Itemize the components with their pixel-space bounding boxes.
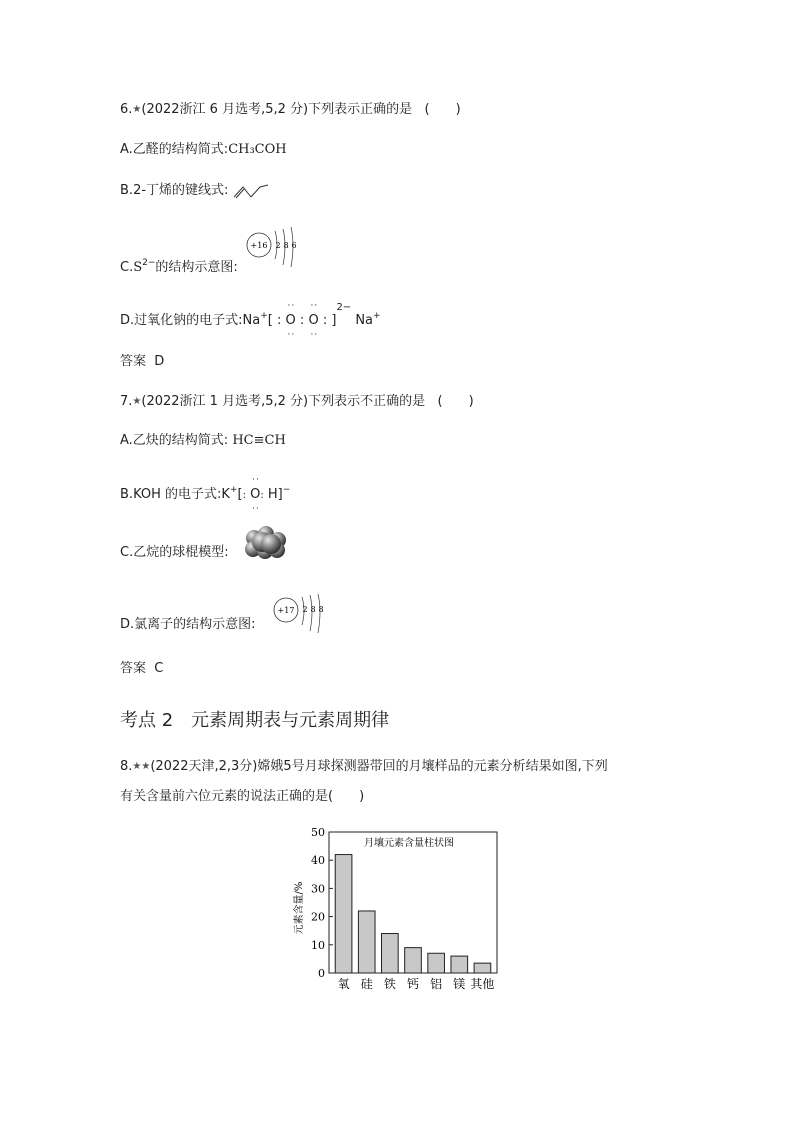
colon-3: : [322,313,328,328]
na-right: Na [355,313,374,328]
k-ion: K [221,487,230,502]
q8-stem-line-1 [120,758,608,776]
q6-stem-text: 下列表示正确的是 [308,102,413,117]
q8-stem-line-2: 有关含量前六位元素的说法正确的是( ) [120,789,365,804]
cl-shell-2: 8 [310,605,316,614]
q8-number: 8. [120,759,133,774]
q7-option-d [120,616,256,634]
x-category-label: 铁 [383,977,396,991]
s-shell-2: 8 [283,241,289,250]
q6-option-c-ion-charge: 2− [142,258,156,268]
q7-option-c-label: C. [120,545,134,560]
bar-1 [335,855,352,973]
q7-option-b-text: KOH 的电子式: [133,487,222,502]
q6-option-a [120,141,287,159]
q6-option-c-text: 的结构示意图: [155,260,238,275]
q7-answer-value: C [154,661,164,676]
s-shell-3: 6 [291,241,297,250]
cl-shell-1: 2 [302,605,308,614]
cl-nucleus-label: +17 [277,606,295,615]
butene-skeletal-formula-icon [233,183,269,199]
q8-stem-line-1-text: 嫦娥5号月球探测器带回的月壤样品的元素分析结果如图,下列 [257,759,608,774]
q7-option-c [120,544,229,562]
oxygen-2: ·· O ·· [308,301,319,340]
y-tick-label: 20 [311,910,325,924]
y-tick-label: 0 [318,967,325,980]
koh-charge: − [282,485,291,495]
bracket-open: [ [267,313,273,328]
koh-bracket-open: [ [237,487,243,502]
q6-option-c-ion: S [133,260,143,275]
y-tick-label: 40 [311,854,325,868]
q7-answer-paren: ( ) [437,394,474,409]
cl-shell-3: 8 [318,605,324,614]
q7-number: 7. [120,394,133,409]
bar-2 [358,911,375,973]
na-right-charge: + [373,311,381,321]
q8-source: (2022天津,2,3分) [150,759,258,774]
q7-option-d-text: 氯离子的结构示意图: [134,617,256,632]
ethane-space-filling-model-icon [244,526,288,560]
koh-oxygen: ·· O ·· [250,475,261,514]
q6-answer-value: D [154,354,165,369]
q7-option-a-text: 乙炔的结构简式: [132,433,229,448]
x-category-label: 其他 [470,977,495,991]
bar-3 [382,934,399,973]
y-tick-label: 10 [311,938,325,952]
section-heading: 考点 2 元素周期表与元素周期律 [120,710,390,731]
q7-source: (2022浙江 1 月选考,5,2 分) [141,394,309,409]
bracket-close: ] [331,313,337,328]
q6-option-a-text: 乙醛的结构简式: [132,142,229,157]
lunar-soil-element-bar-chart [288,820,508,1000]
y-tick-label: 30 [311,882,325,896]
s-nucleus-label: +16 [250,241,268,250]
q6-option-b-label: B. [120,183,134,198]
k-ion-charge: + [229,485,238,495]
koh-hydrogen: H [267,487,278,502]
x-category-label: 氧 [337,977,350,991]
s2-ion-structure-diagram [245,225,305,271]
q7-option-b [120,475,291,514]
q6-option-c-label: C. [120,260,134,275]
x-category-label: 镁 [453,977,466,991]
bar-6 [451,956,468,973]
koh-colon-right: : [260,490,264,501]
q8-difficulty-star-icon: ★★ [132,761,151,772]
q7-stem [120,393,474,411]
koh-bracket-close: ] [277,487,283,502]
q6-answer-label: 答案 [120,354,147,369]
q7-option-b-label: B. [120,487,134,502]
q7-stem-text: 下列表示不正确的是 [308,394,426,409]
bar-5 [428,953,445,973]
na-left: Na [242,313,261,328]
q7-option-c-text: 乙烷的球棍模型: [133,545,229,560]
q7-option-a [120,432,286,450]
peroxide-charge: 2− [336,302,352,313]
q6-option-d [120,301,381,340]
na-left-charge: + [260,311,268,321]
colon-2: : [299,313,305,328]
q7-option-a-label: A. [120,433,133,448]
q7-option-d-label: D. [120,617,135,632]
q7-option-a-formula: HC≡CH [232,433,286,448]
q6-option-a-label: A. [120,142,133,157]
oxygen-1: ·· O ·· [285,301,296,340]
x-category-label: 铝 [430,977,443,991]
cl-ion-structure-diagram [272,593,332,639]
q6-source: (2022浙江 6 月选考,5,2 分) [141,102,309,117]
x-category-label: 钙 [406,977,420,991]
q6-answer [120,353,164,371]
q6-stem [120,101,461,119]
q6-option-b-text: 2-丁烯的键线式: [133,183,229,198]
chart-ylabel: 元素含量/% [294,881,305,935]
q6-option-d-text: 过氧化钠的电子式: [134,313,243,328]
x-category-label: 硅 [360,977,373,991]
q7-answer-label: 答案 [120,661,147,676]
q6-number: 6. [120,102,133,117]
q6-option-c [120,254,238,277]
q6-difficulty-star-icon: ★ [132,104,142,115]
koh-colon-left: : [242,490,246,501]
y-tick-label: 50 [311,826,325,839]
s-shell-1: 2 [275,241,281,250]
bar-7 [474,963,491,973]
q6-option-d-label: D. [120,313,135,328]
bar-4 [405,948,422,973]
q7-answer [120,660,163,678]
colon-1: : [277,313,282,328]
q7-difficulty-star-icon: ★ [132,396,142,407]
q6-option-a-formula: CH₃COH [228,142,287,157]
q6-option-b [120,182,269,200]
chart-title: 月壤元素含量柱状图 [364,838,454,849]
q6-answer-paren: ( ) [424,102,461,117]
